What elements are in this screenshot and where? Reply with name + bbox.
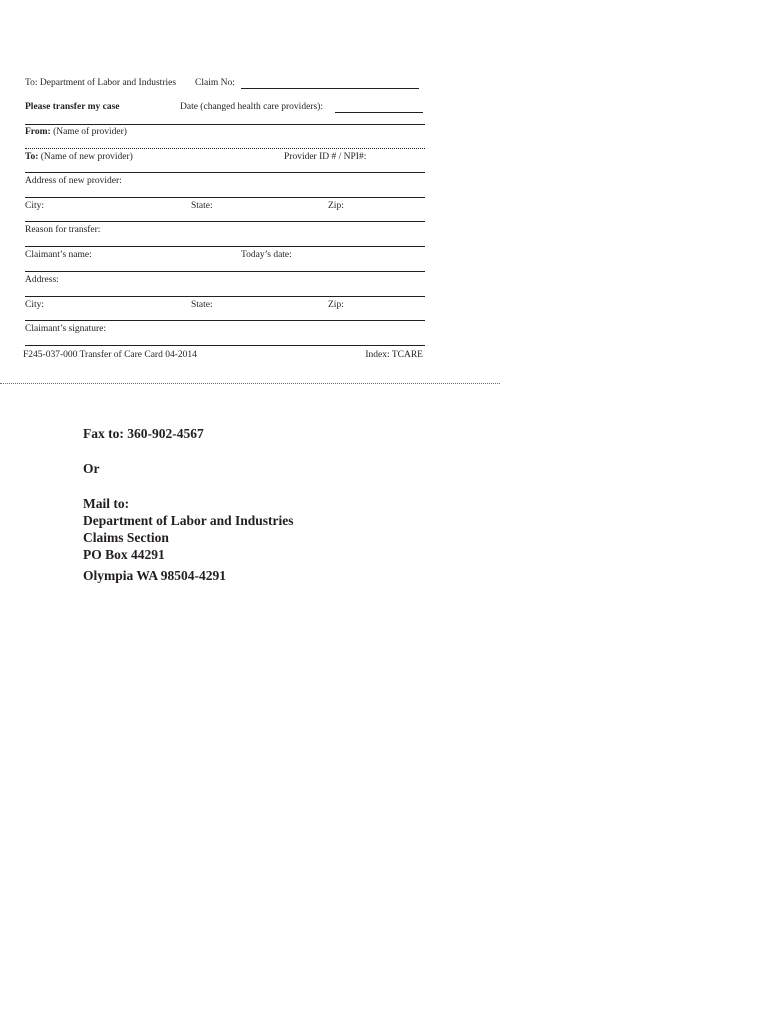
claim-no-label: Claim No: [195, 78, 235, 88]
divider [25, 320, 425, 321]
todays-date-label: Today’s date: [241, 250, 292, 260]
to-label: To: [25, 152, 39, 162]
mail-to-line: Mail to: [83, 496, 130, 511]
zip-label: Zip: [328, 201, 344, 211]
from-provider-label [25, 127, 127, 137]
zip-label-2: Zip: [328, 300, 344, 310]
form-id: F245-037-000 Transfer of Care Card 04-2014 [23, 350, 197, 360]
city-state-zip-line: Olympia WA 98504-4291 [83, 568, 227, 583]
to-hint: (Name of new provider) [40, 152, 133, 162]
divider [25, 124, 425, 125]
department-line: Department of Labor and Industries [83, 513, 294, 528]
city-label-2: City: [25, 300, 45, 310]
section-line: Claims Section [83, 530, 169, 545]
or-line: Or [83, 461, 100, 476]
reason-field[interactable] [25, 236, 425, 245]
from-label: From: [25, 127, 51, 137]
divider [25, 197, 425, 198]
signature-label: Claimant’s signature: [25, 324, 107, 334]
reason-label: Reason for transfer: [25, 225, 101, 235]
state-label: State: [191, 201, 213, 211]
from-hint: (Name of provider) [53, 127, 127, 137]
date-changed-label: Date (changed health care providers): [180, 102, 323, 112]
date-changed-field[interactable] [335, 102, 423, 113]
form-index: Index: TCARE [365, 350, 423, 360]
claim-no-field[interactable] [241, 78, 419, 89]
provider-id-label: Provider ID # / NPI#: [284, 152, 367, 162]
po-box-line: PO Box 44291 [83, 547, 165, 562]
divider [25, 345, 425, 346]
state-label-2: State: [191, 300, 213, 310]
claimant-name-label: Claimant’s name: [25, 250, 92, 260]
divider [25, 172, 425, 173]
address-label: Address: [25, 275, 59, 285]
divider [25, 296, 425, 297]
transfer-request-label: Please transfer my case [25, 102, 120, 112]
to-department-label: To: Department of Labor and Industries [25, 78, 177, 88]
signature-field[interactable] [25, 335, 425, 344]
cut-line [0, 383, 500, 384]
new-provider-field[interactable] [25, 163, 425, 172]
from-provider-field[interactable] [25, 138, 425, 148]
divider [25, 246, 425, 247]
divider [25, 148, 425, 149]
fax-line: Fax to: 360-902-4567 [83, 426, 204, 441]
to-new-provider-label [25, 152, 133, 162]
new-provider-address-label: Address of new provider: [25, 176, 122, 186]
divider [25, 221, 425, 222]
divider [25, 271, 425, 272]
city-label: City: [25, 201, 45, 211]
new-provider-address-field[interactable] [25, 187, 425, 196]
address-field[interactable] [25, 286, 425, 295]
